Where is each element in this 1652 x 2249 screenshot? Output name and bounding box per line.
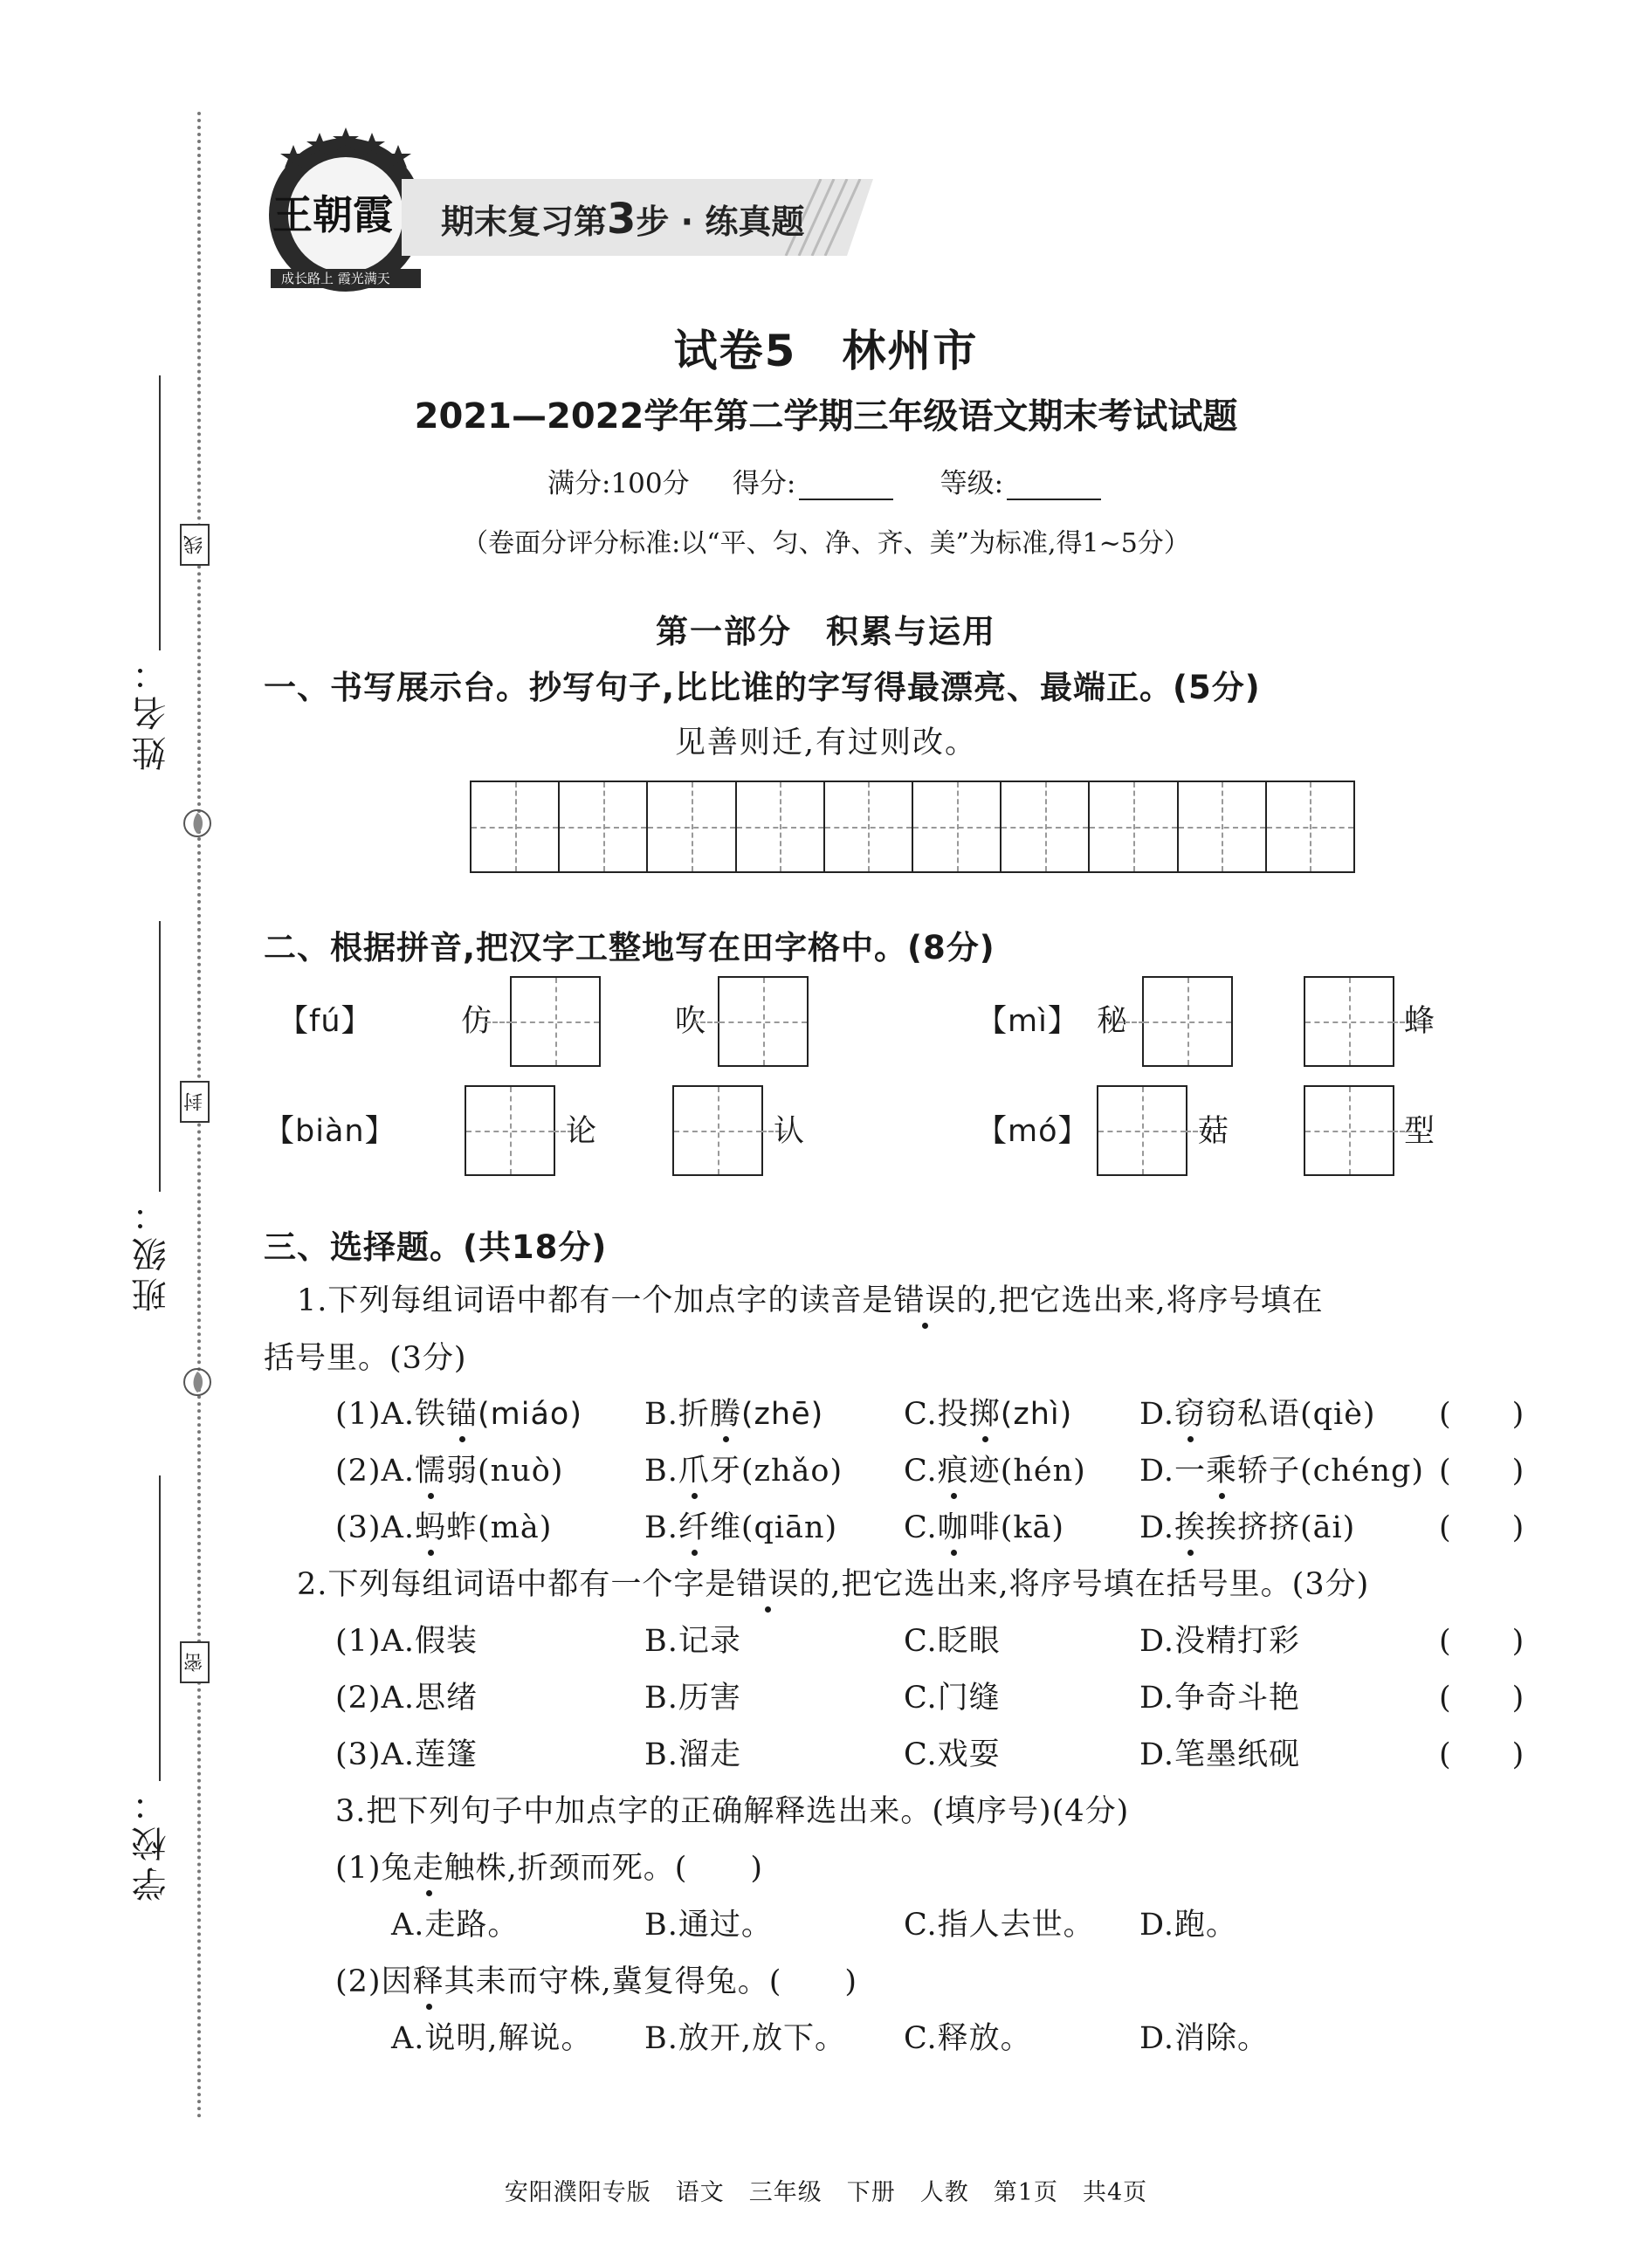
option-row-2b: B.爪牙(zhǎo) <box>644 1447 843 1490</box>
option-row-s2-2a: (2)A.思绪 <box>335 1681 478 1716</box>
option-row-2c: C.痕迹(hén) <box>904 1447 1086 1490</box>
pinyin-mo: 【mó】 <box>976 1114 1090 1149</box>
paper-title: 试卷5 林州市 <box>673 326 979 376</box>
seal-mark-line: 线 <box>180 524 210 566</box>
answer-paren[interactable]: ( ) <box>1439 1737 1525 1772</box>
option-s3-1d: D.跑。 <box>1139 1908 1237 1943</box>
answer-paren[interactable]: ( ) <box>1439 1624 1525 1659</box>
option-row-s2-2c: C.门缝 <box>904 1681 1001 1716</box>
tianzi-box[interactable] <box>718 976 809 1067</box>
question-2-title: 二、根据拼音,把汉字工整地写在田字格中。(8分) <box>264 929 995 966</box>
option-row-s2-3c: C.戏耍 <box>904 1737 1001 1772</box>
answer-paren[interactable]: ( ) <box>674 1851 764 1886</box>
question-3-title: 三、选择题。(共18分) <box>264 1228 608 1266</box>
option-s3-1a: A.走路。 <box>391 1908 520 1943</box>
pinyin-bian: 【biàn】 <box>264 1114 396 1149</box>
swirl-ornament-icon <box>182 808 213 839</box>
page-footer: 安阳濮阳专版 语文 三年级 下册 人教 第1页 共4页 <box>504 2179 1148 2206</box>
answer-paren[interactable]: ( ) <box>1439 1397 1525 1432</box>
sub-question-1-stem: 1.下列每组词语中都有一个加点字的读音是错误的,把它选出来,将序号填在 <box>297 1276 1324 1320</box>
option-row-s2-1c: C.眨眼 <box>904 1624 1001 1659</box>
answer-paren[interactable]: ( ) <box>1439 1510 1525 1545</box>
tianzi-box[interactable] <box>510 976 601 1067</box>
grade-blank[interactable] <box>1007 474 1101 500</box>
neatness-note: （卷面分评分标准:以“平、匀、净、齐、美”为标准,得1~5分） <box>462 528 1190 559</box>
option-s3-1b: B.通过。 <box>644 1908 773 1943</box>
word-bian-1: 论 <box>566 1114 598 1149</box>
pinyin-fu: 【fú】 <box>278 1004 373 1039</box>
sub-question-3-stem: 3.把下列句子中加点字的正确解释选出来。(填序号)(4分) <box>335 1794 1130 1829</box>
option-row-3d: D.挨挨挤挤(āi) <box>1139 1503 1355 1547</box>
tianzi-box[interactable] <box>1304 976 1394 1067</box>
logo-text: 王朝霞 <box>272 191 393 238</box>
option-row-2d: D.一乘轿子(chéng) <box>1139 1447 1424 1490</box>
tianzi-box[interactable] <box>1142 976 1233 1067</box>
option-row-2a: (2)A.懦弱(nuò) <box>335 1447 563 1490</box>
word-mi-1: 秘 <box>1097 1004 1129 1039</box>
option-row-3a: (3)A.蚂蚱(mà) <box>335 1503 552 1547</box>
option-row-s2-1d: D.没精打彩 <box>1139 1624 1300 1659</box>
tianzi-box[interactable] <box>1097 1085 1187 1176</box>
banner-title: 期末复习第3步 · 练真题 <box>441 195 805 244</box>
option-row-s2-2d: D.争奇斗艳 <box>1139 1681 1300 1716</box>
classical-sentence-1: (1)兔走触株,折颈而死。( ) <box>335 1844 763 1888</box>
pinyin-mi: 【mì】 <box>976 1004 1079 1039</box>
option-s3-2c: C.释放。 <box>904 2021 1032 2056</box>
option-row-3c: C.咖啡(kā) <box>904 1503 1064 1547</box>
option-row-s2-1a: (1)A.假装 <box>335 1624 478 1659</box>
word-bian-2: 认 <box>774 1114 806 1149</box>
word-fu-1: 仿 <box>461 1004 493 1039</box>
option-row-1a: (1)A.铁锚(miáo) <box>335 1390 582 1434</box>
class-blank[interactable] <box>159 921 161 1192</box>
score-blank[interactable] <box>799 474 893 500</box>
copy-writing-grid[interactable] <box>470 781 1355 873</box>
option-row-1c: C.投掷(zhì) <box>904 1390 1072 1434</box>
answer-paren[interactable]: ( ) <box>768 1964 858 1999</box>
option-row-1d: D.窃窃私语(qiè) <box>1139 1390 1376 1434</box>
option-s3-2b: B.放开,放下。 <box>644 2021 846 2056</box>
class-label: 班级： <box>132 1192 172 1312</box>
option-s3-2d: D.消除。 <box>1139 2021 1269 2056</box>
school-label: 学校： <box>132 1781 172 1902</box>
name-label: 姓名： <box>132 650 172 771</box>
option-row-s2-3a: (3)A.莲篷 <box>335 1737 478 1772</box>
sub-question-1-stem-cont: 括号里。(3分) <box>264 1341 467 1376</box>
option-row-s2-1b: B.记录 <box>644 1624 741 1659</box>
classical-sentence-2: (2)因释其耒而守株,冀复得兔。( ) <box>335 1957 857 2001</box>
answer-paren[interactable]: ( ) <box>1439 1454 1525 1489</box>
sub-question-2-stem: 2.下列每组词语中都有一个字是错误的,把它选出来,将序号填在括号里。(3分) <box>297 1560 1369 1604</box>
part-one-title: 第一部分 积累与运用 <box>656 613 996 650</box>
option-row-s2-3b: B.溜走 <box>644 1737 741 1772</box>
paper-subtitle: 2021—2022学年第二学期三年级语文期末考试试题 <box>414 396 1238 437</box>
swirl-ornament-icon <box>182 1366 213 1398</box>
option-row-s2-3d: D.笔墨纸砚 <box>1139 1737 1300 1772</box>
seal-mark-seal: 封 <box>180 1081 210 1123</box>
word-mo-2: 型 <box>1404 1114 1436 1149</box>
score-line: 满分:100分 得分: 等级: <box>0 461 1652 500</box>
tianzi-box[interactable] <box>465 1085 555 1176</box>
school-blank[interactable] <box>159 1475 161 1781</box>
question-1-title: 一、书写展示台。抄写句子,比比谁的字写得最漂亮、最端正。(5分) <box>264 669 1261 706</box>
option-row-3b: B.纤维(qiān) <box>644 1503 837 1547</box>
option-s3-2a: A.说明,解说。 <box>391 2021 593 2056</box>
tianzi-box[interactable] <box>1304 1085 1394 1176</box>
option-s3-1c: C.指人去世。 <box>904 1908 1095 1943</box>
answer-paren[interactable]: ( ) <box>1439 1681 1525 1716</box>
option-row-1b: B.折腾(zhē) <box>644 1390 823 1434</box>
word-mi-2: 蜂 <box>1404 1004 1436 1039</box>
option-row-s2-2b: B.历害 <box>644 1681 741 1716</box>
logo-slogan: 成长路上 霞光满天 <box>281 271 390 286</box>
word-mo-1: 菇 <box>1198 1114 1230 1149</box>
tianzi-box[interactable] <box>672 1085 763 1176</box>
copy-sentence: 见善则迁,有过则改。 <box>674 726 978 760</box>
seal-mark-seal2: 密 <box>180 1641 210 1683</box>
word-fu-2: 吹 <box>675 1004 707 1039</box>
